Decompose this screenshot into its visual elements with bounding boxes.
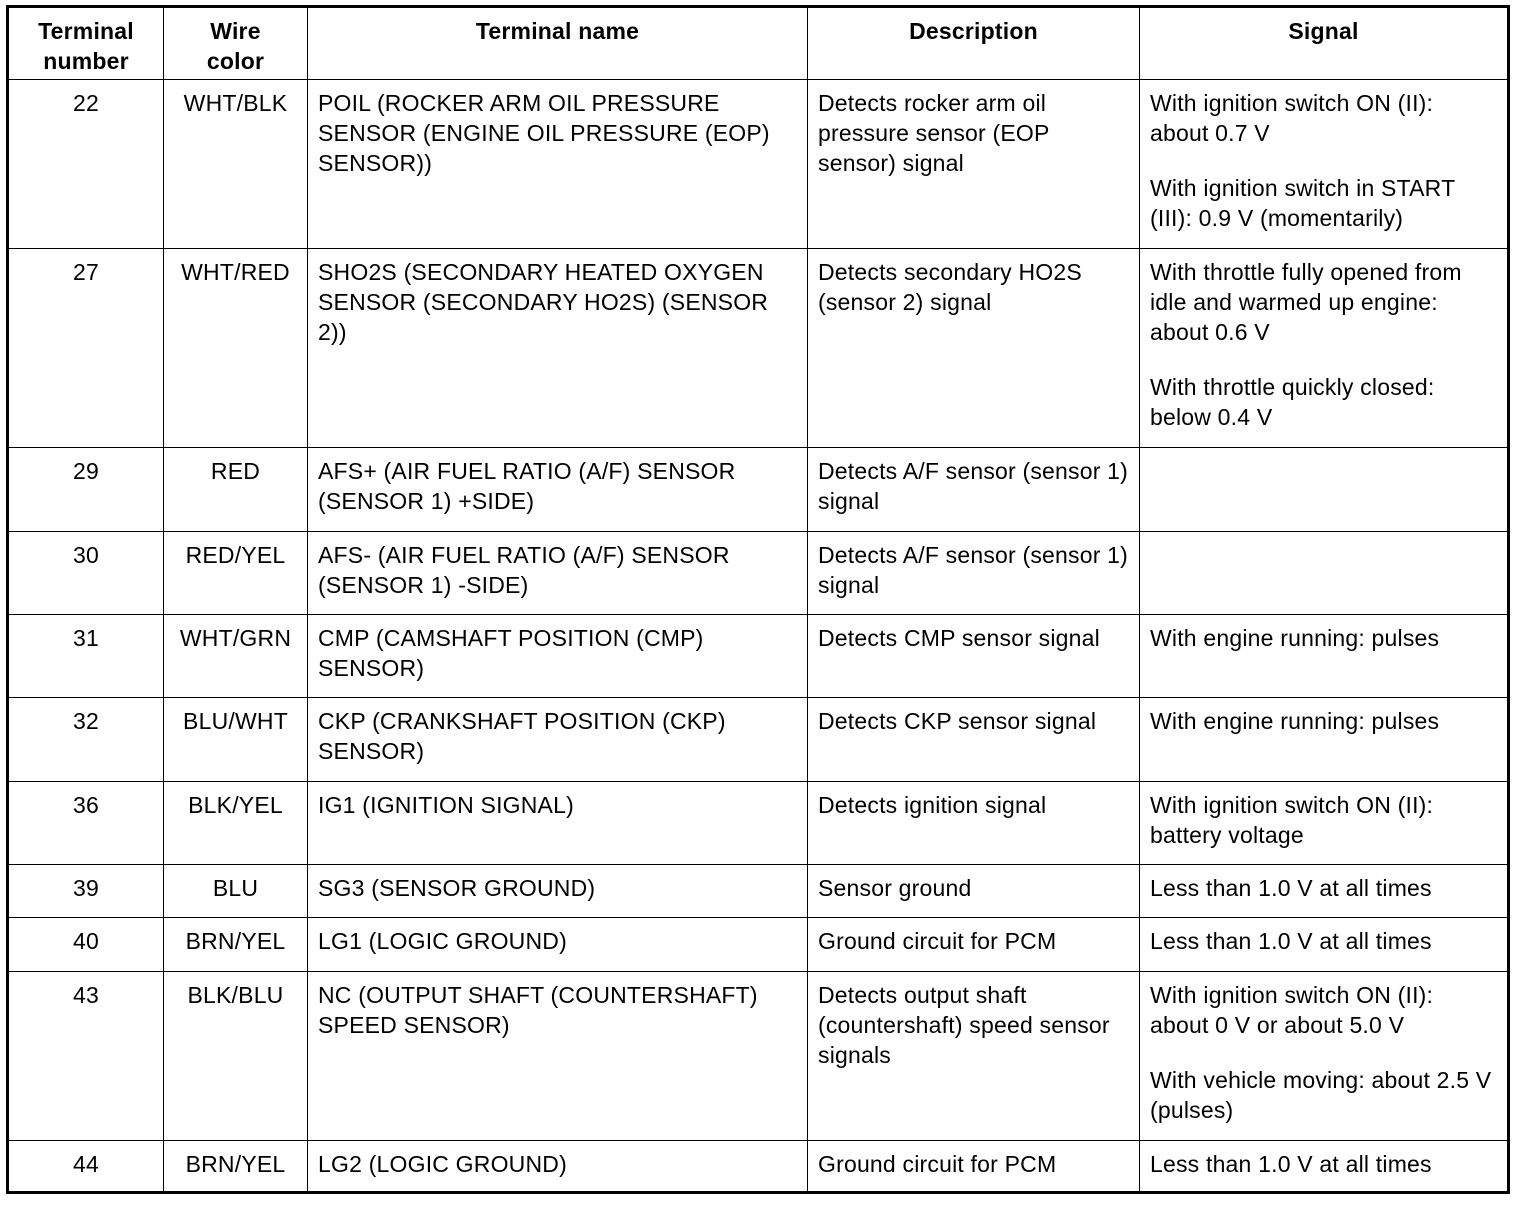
signal-line: With engine running: pulses bbox=[1150, 708, 1440, 734]
signal-line: With engine running: pulses bbox=[1150, 625, 1440, 651]
signal-line: With throttle fully opened from idle and warmed up engine: about 0.6 V bbox=[1150, 259, 1462, 345]
signal-line: With ignition switch in START (III): 0.9 V (momentarily) bbox=[1150, 175, 1455, 231]
wire-color-cell: WHT/BLK bbox=[164, 80, 308, 249]
table-row bbox=[8, 698, 1509, 782]
signal-cell bbox=[1140, 615, 1509, 698]
terminal-number-cell: 27 bbox=[8, 249, 164, 448]
header-description: Description bbox=[808, 7, 1140, 80]
table-row bbox=[8, 1141, 1509, 1193]
table-row bbox=[8, 865, 1509, 918]
wire-color-cell: RED/YEL bbox=[164, 532, 308, 615]
signal-line: With throttle quickly closed: below 0.4 V bbox=[1150, 374, 1435, 430]
terminal-number-cell: 31 bbox=[8, 615, 164, 698]
terminal-number-cell: 39 bbox=[8, 865, 164, 918]
table-header-row bbox=[8, 7, 1509, 80]
terminal-name-cell: CKP (CRANKSHAFT POSITION (CKP) SENSOR) bbox=[308, 698, 808, 782]
wire-color-cell: BLK/YEL bbox=[164, 782, 308, 865]
table-row bbox=[8, 80, 1509, 249]
table-row bbox=[8, 532, 1509, 615]
terminal-number-cell: 22 bbox=[8, 80, 164, 249]
terminal-name-cell: AFS+ (AIR FUEL RATIO (A/F) SENSOR (SENSOR 1) +SIDE) bbox=[308, 448, 808, 532]
terminal-number-cell: 29 bbox=[8, 448, 164, 532]
terminal-number-cell: 43 bbox=[8, 972, 164, 1141]
signal-line: With ignition switch ON (II): about 0.7 V bbox=[1150, 90, 1434, 146]
terminal-name-cell: NC (OUTPUT SHAFT (COUNTERSHAFT) SPEED SENSOR) bbox=[308, 972, 808, 1141]
wire-color-cell: WHT/RED bbox=[164, 249, 308, 448]
terminal-name-cell: CMP (CAMSHAFT POSITION (CMP) SENSOR) bbox=[308, 615, 808, 698]
terminal-name-cell: LG2 (LOGIC GROUND) bbox=[308, 1141, 808, 1193]
signal-cell bbox=[1140, 782, 1509, 865]
wire-color-cell: BRN/YEL bbox=[164, 918, 308, 972]
header-signal: Signal bbox=[1140, 7, 1509, 80]
signal-cell bbox=[1140, 249, 1509, 448]
header-terminal-number: Terminal number bbox=[8, 7, 164, 80]
table-row bbox=[8, 972, 1509, 1141]
signal-line: Less than 1.0 V at all times bbox=[1150, 1151, 1432, 1177]
terminal-name-cell: SHO2S (SECONDARY HEATED OXYGEN SENSOR (SECONDARY HO2S) (SENSOR 2)) bbox=[308, 249, 808, 448]
table-row bbox=[8, 448, 1509, 532]
signal-line: Less than 1.0 V at all times bbox=[1150, 928, 1432, 954]
signal-cell bbox=[1140, 972, 1509, 1141]
wire-color-cell: WHT/GRN bbox=[164, 615, 308, 698]
description-cell: Detects A/F sensor (sensor 1) signal bbox=[808, 448, 1140, 532]
signal-cell bbox=[1140, 918, 1509, 972]
terminal-number-cell: 36 bbox=[8, 782, 164, 865]
signal-cell bbox=[1140, 532, 1509, 615]
header-terminal-name: Terminal name bbox=[308, 7, 808, 80]
table-row bbox=[8, 615, 1509, 698]
wire-color-cell: BLU bbox=[164, 865, 308, 918]
description-cell: Ground circuit for PCM bbox=[808, 1141, 1140, 1193]
description-cell: Detects A/F sensor (sensor 1) signal bbox=[808, 532, 1140, 615]
terminal-name-cell: IG1 (IGNITION SIGNAL) bbox=[308, 782, 808, 865]
signal-line: With ignition switch ON (II): battery voltage bbox=[1150, 792, 1434, 848]
signal-cell bbox=[1140, 80, 1509, 249]
terminal-number-cell: 44 bbox=[8, 1141, 164, 1193]
terminal-number-cell: 32 bbox=[8, 698, 164, 782]
terminal-table bbox=[6, 5, 1510, 1194]
description-cell: Detects secondary HO2S (sensor 2) signal bbox=[808, 249, 1140, 448]
description-cell: Detects output shaft (countershaft) speed sensor signals bbox=[808, 972, 1140, 1141]
signal-line: With vehicle moving: about 2.5 V (pulses) bbox=[1150, 1067, 1492, 1123]
wire-color-cell: BLK/BLU bbox=[164, 972, 308, 1141]
terminal-name-cell: SG3 (SENSOR GROUND) bbox=[308, 865, 808, 918]
table-row bbox=[8, 249, 1509, 448]
wire-color-cell: BRN/YEL bbox=[164, 1141, 308, 1193]
header-wire-color: Wire color bbox=[164, 7, 308, 80]
terminal-name-cell: AFS- (AIR FUEL RATIO (A/F) SENSOR (SENSOR 1) -SIDE) bbox=[308, 532, 808, 615]
description-cell: Detects CMP sensor signal bbox=[808, 615, 1140, 698]
signal-cell bbox=[1140, 448, 1509, 532]
signal-line: Less than 1.0 V at all times bbox=[1150, 875, 1432, 901]
signal-cell bbox=[1140, 1141, 1509, 1193]
signal-line: With ignition switch ON (II): about 0 V or about 5.0 V bbox=[1150, 982, 1434, 1038]
table-row bbox=[8, 918, 1509, 972]
terminal-name-cell: LG1 (LOGIC GROUND) bbox=[308, 918, 808, 972]
signal-cell bbox=[1140, 698, 1509, 782]
terminal-number-cell: 40 bbox=[8, 918, 164, 972]
table-row bbox=[8, 782, 1509, 865]
terminal-number-cell: 30 bbox=[8, 532, 164, 615]
signal-cell bbox=[1140, 865, 1509, 918]
wire-color-cell: RED bbox=[164, 448, 308, 532]
description-cell: Detects CKP sensor signal bbox=[808, 698, 1140, 782]
wire-color-cell: BLU/WHT bbox=[164, 698, 308, 782]
description-cell: Sensor ground bbox=[808, 865, 1140, 918]
description-cell: Detects rocker arm oil pressure sensor (EOP sensor) signal bbox=[808, 80, 1140, 249]
description-cell: Ground circuit for PCM bbox=[808, 918, 1140, 972]
description-cell: Detects ignition signal bbox=[808, 782, 1140, 865]
terminal-name-cell: POIL (ROCKER ARM OIL PRESSURE SENSOR (ENGINE OIL PRESSURE (EOP) SENSOR)) bbox=[308, 80, 808, 249]
